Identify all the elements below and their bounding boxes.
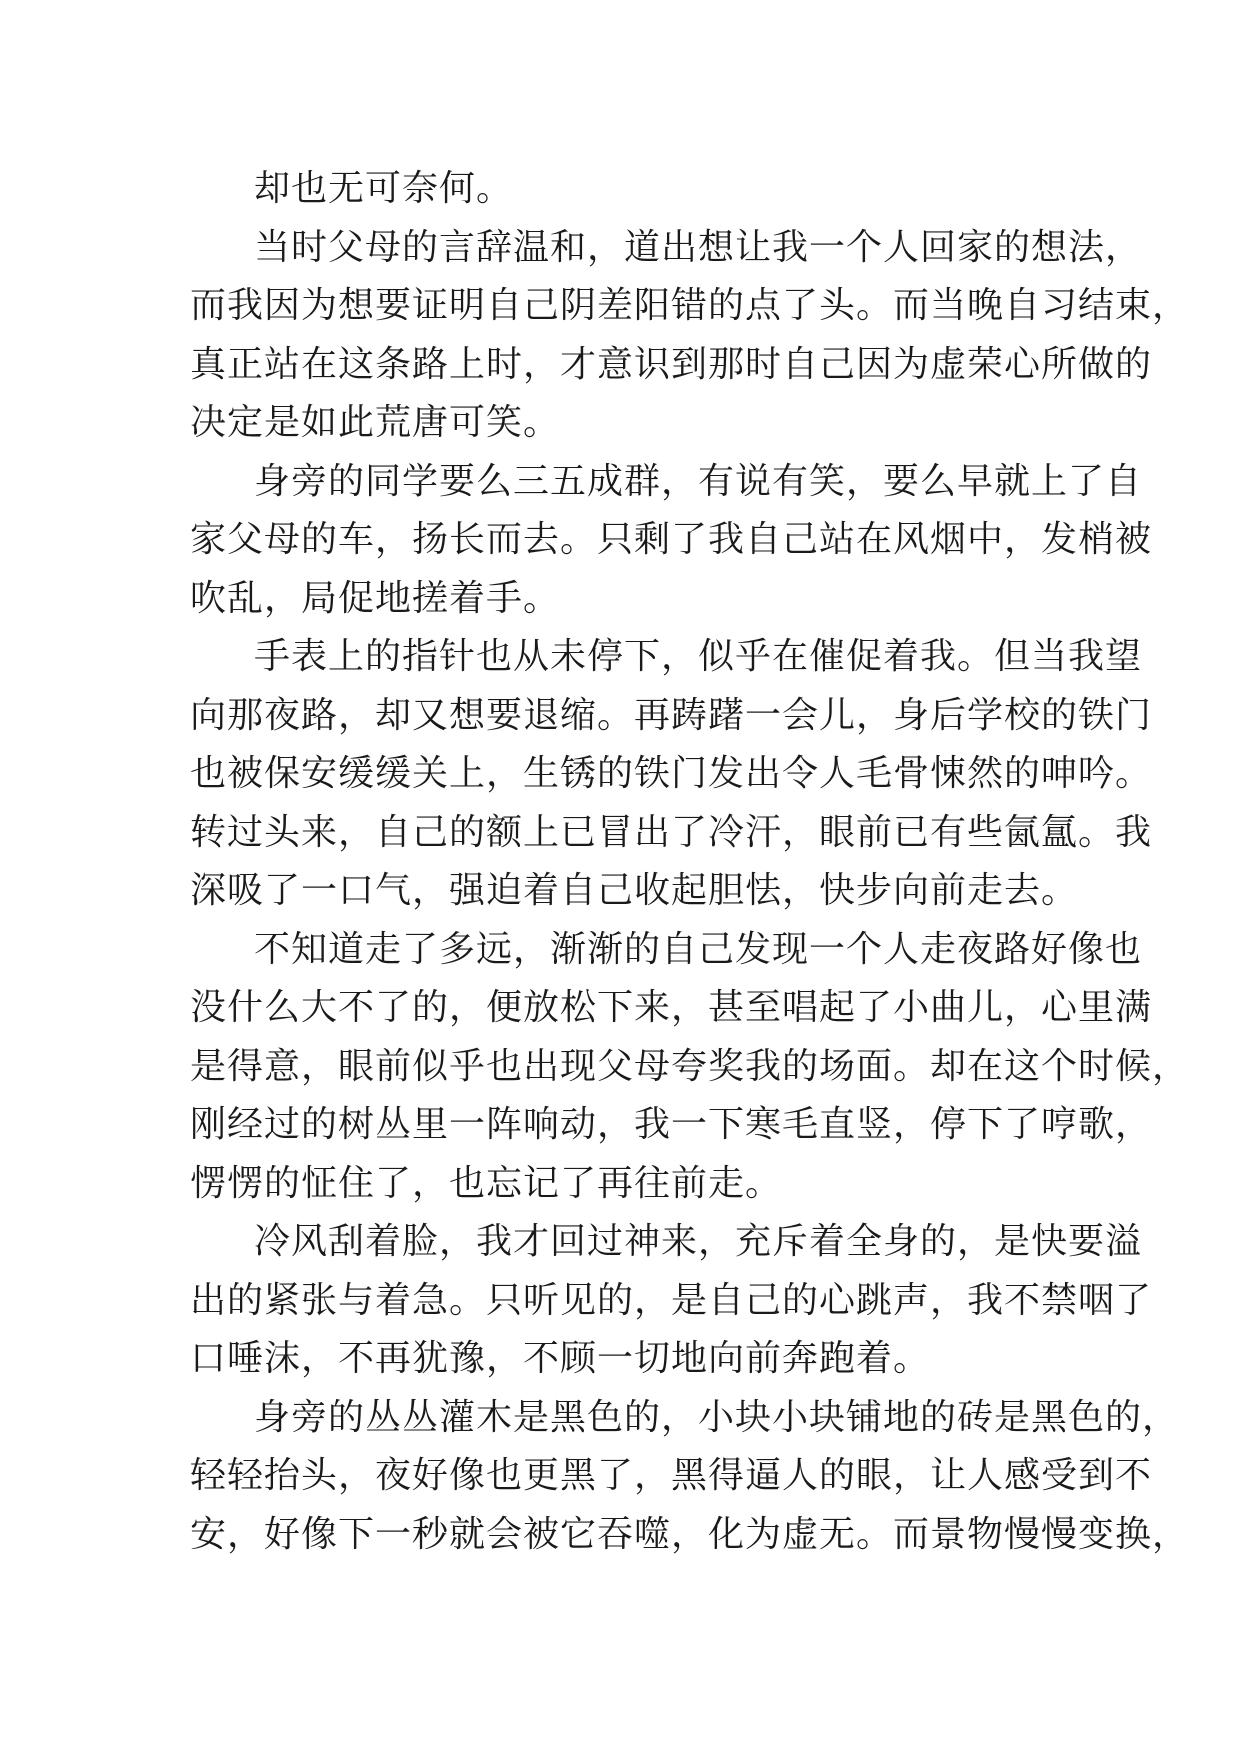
document-body: [190, 160, 1190, 1564]
text-line: 手表上的指针也从未停下，似乎在催促着我。但当我望: [254, 636, 1143, 677]
text-line: 决定是如此荒唐可笑。: [190, 402, 561, 443]
text-line: 不知道走了多远，渐渐的自己发现一个人走夜路好像也: [254, 928, 1143, 970]
text-line: 轻轻抬头，夜好像也更黑了，黑得逼人的眼，让人感受到不: [190, 1455, 1153, 1496]
text-line: 也被保安缓缓关上，生锈的铁门发出令人毛骨悚然的呻吟。: [190, 753, 1153, 794]
text-line: 刚经过的树丛里一阵响动，我一下寒毛直竖，停下了哼歌，: [190, 1104, 1153, 1145]
text-line: 愣愣的怔住了，也忘记了再往前走。: [190, 1162, 783, 1204]
text-line: 家父母的车，扬长而去。只剩了我自己站在风烟中，发梢被: [190, 519, 1153, 560]
text-line: 却也无可奈何。: [254, 168, 514, 209]
text-line: 是得意，眼前似乎也出现父母夸奖我的场面。却在这个时候，: [190, 1045, 1190, 1087]
text-line: 没什么大不了的，便放松下来，甚至唱起了小曲儿，心里满: [190, 987, 1153, 1028]
text-line: 口唾沫，不再犹豫，不顾一切地向前奔跑着。: [190, 1338, 931, 1379]
text-line: 当时父母的言辞温和，道出想让我一个人回家的想法，: [254, 226, 1143, 268]
text-line: 真正站在这条路上时，才意识到那时自己因为虚荣心所做的: [190, 343, 1153, 385]
text-line: 出的紧张与着急。只听见的，是自己的心跳声，我不禁咽了: [190, 1279, 1153, 1321]
text-line: 深吸了一口气，强迫着自己收起胆怯，快步向前走去。: [190, 870, 1079, 911]
text-line: 冷风刮着脸，我才回过神来，充斥着全身的，是快要溢: [254, 1221, 1143, 1262]
text-line: 身旁的同学要么三五成群，有说有笑，要么早就上了自: [254, 460, 1143, 502]
text-line: 吹乱，局促地搓着手。: [190, 577, 561, 619]
text-line: 向那夜路，却又想要退缩。再踌躇一会儿，身后学校的铁门: [190, 694, 1153, 736]
text-line: 而我因为想要证明自己阴差阳错的点了头。而当晚自习结束，: [190, 285, 1190, 326]
text-line: 安，好像下一秒就会被它吞噬，化为虚无。而景物慢慢变换，: [190, 1513, 1190, 1555]
text-line: 身旁的丛丛灌木是黑色的，小块小块铺地的砖是黑色的，: [254, 1396, 1180, 1438]
text-line: 转过头来，自己的额上已冒出了冷汗，眼前已有些氤氲。我: [190, 811, 1153, 853]
